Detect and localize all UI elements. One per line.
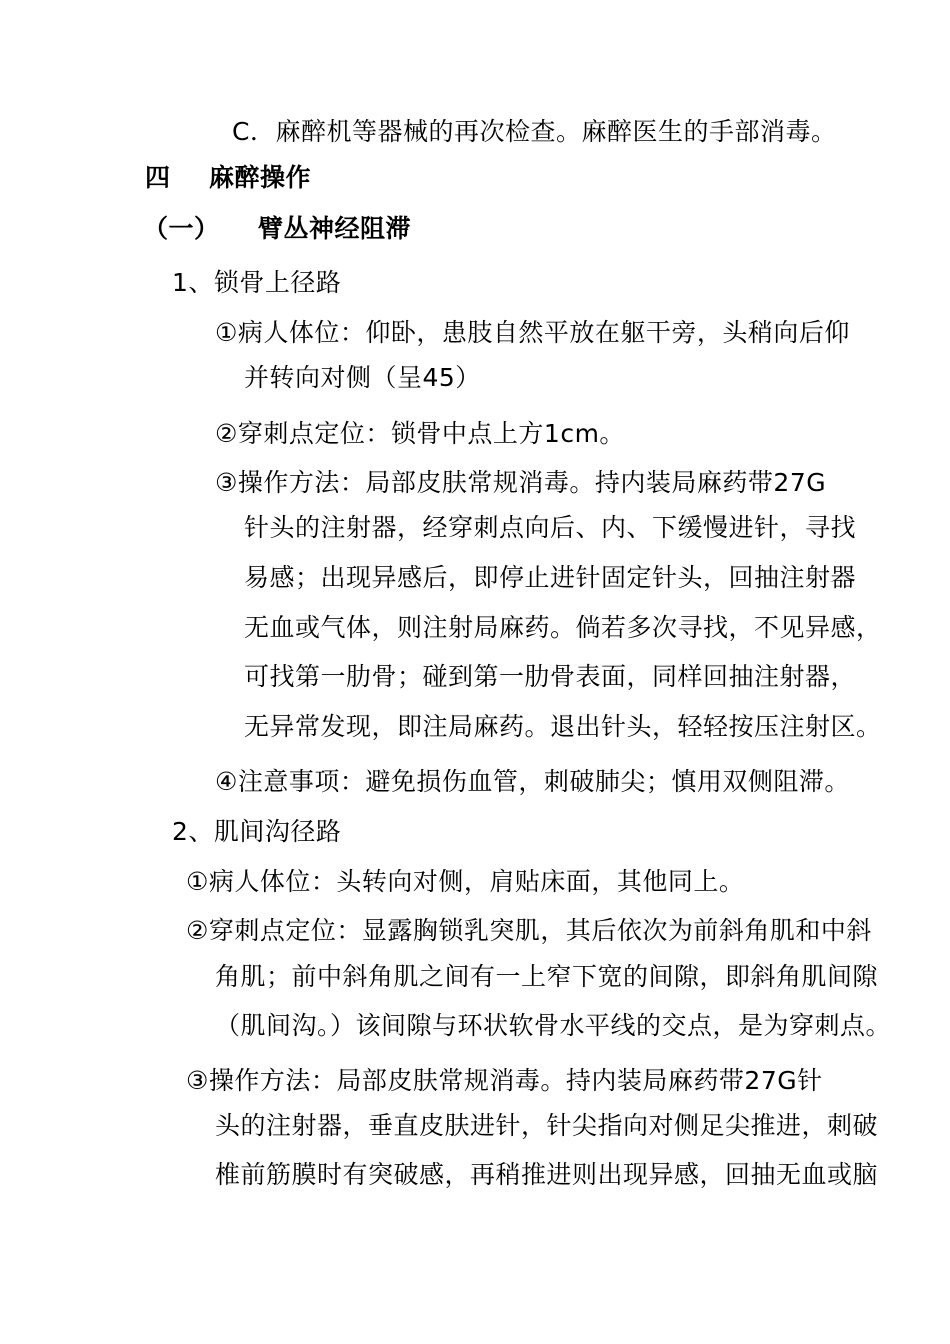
- text-line-method-6: 无异常发现，即注局麻药。退出针头，轻轻按压注射区。: [244, 712, 882, 741]
- text-line-position-2: 并转向对侧（呈45）: [244, 363, 481, 392]
- text-line-puncture-point: ②穿刺点定位：锁骨中点上方1cm。: [215, 419, 625, 448]
- section-number-4: 四: [145, 163, 171, 192]
- text-line-puncture-interscalene-2: 角肌；前中斜角肌之间有一上窄下宽的间隙，即斜角肌间隙: [215, 962, 879, 991]
- text-line-method-5: 可找第一肋骨；碰到第一肋骨表面，同样回抽注射器，: [244, 662, 857, 691]
- text-line-position-interscalene: ①病人体位：头转向对侧，肩贴床面，其他同上。: [186, 867, 745, 896]
- text-line-puncture-interscalene-1: ②穿刺点定位：显露胸锁乳突肌，其后依次为前斜角肌和中斜: [186, 916, 872, 945]
- text-line-method-interscalene-3: 椎前筋膜时有突破感，再稍推进则出现异感，回抽无血或脑: [215, 1160, 879, 1189]
- section-heading-anesthesia-operation: 麻醉操作: [209, 163, 312, 192]
- approach-heading-interscalene: 2、肌间沟径路: [172, 817, 342, 846]
- text-line-method-interscalene-1: ③操作方法：局部皮肤常规消毒。持内装局麻药带27G针: [186, 1066, 823, 1095]
- text-line-method-2: 针头的注射器，经穿刺点向后、内、下缓慢进针，寻找: [244, 513, 857, 542]
- text-line-c-item: C．麻醉机等器械的再次检查。麻醉医生的手部消毒。: [232, 117, 837, 146]
- text-line-method-interscalene-2: 头的注射器，垂直皮肤进针，针尖指向对侧足尖推进，刺破: [215, 1111, 879, 1140]
- text-line-precautions: ④注意事项：避免损伤血管，刺破肺尖；慎用双侧阻滞。: [215, 767, 850, 796]
- text-line-method-3: 易感；出现异感后，即停止进针固定针头，回抽注射器: [244, 563, 857, 592]
- subsection-heading-brachial-plexus-block: 臂丛神经阻滞: [258, 214, 412, 243]
- subsection-number-1: （一）: [143, 214, 220, 243]
- text-line-method-1: ③操作方法：局部皮肤常规消毒。持内装局麻药带27G: [215, 468, 827, 497]
- approach-heading-supraclavicular: 1、锁骨上径路: [172, 268, 342, 297]
- text-line-position-1: ①病人体位：仰卧，患肢自然平放在躯干旁，头稍向后仰: [215, 318, 850, 347]
- text-line-method-4: 无血或气体，则注射局麻药。倘若多次寻找，不见异感，: [244, 613, 882, 642]
- text-line-puncture-interscalene-3: （肌间沟。）该间隙与环状软骨水平线的交点，是为穿刺点。: [215, 1011, 892, 1040]
